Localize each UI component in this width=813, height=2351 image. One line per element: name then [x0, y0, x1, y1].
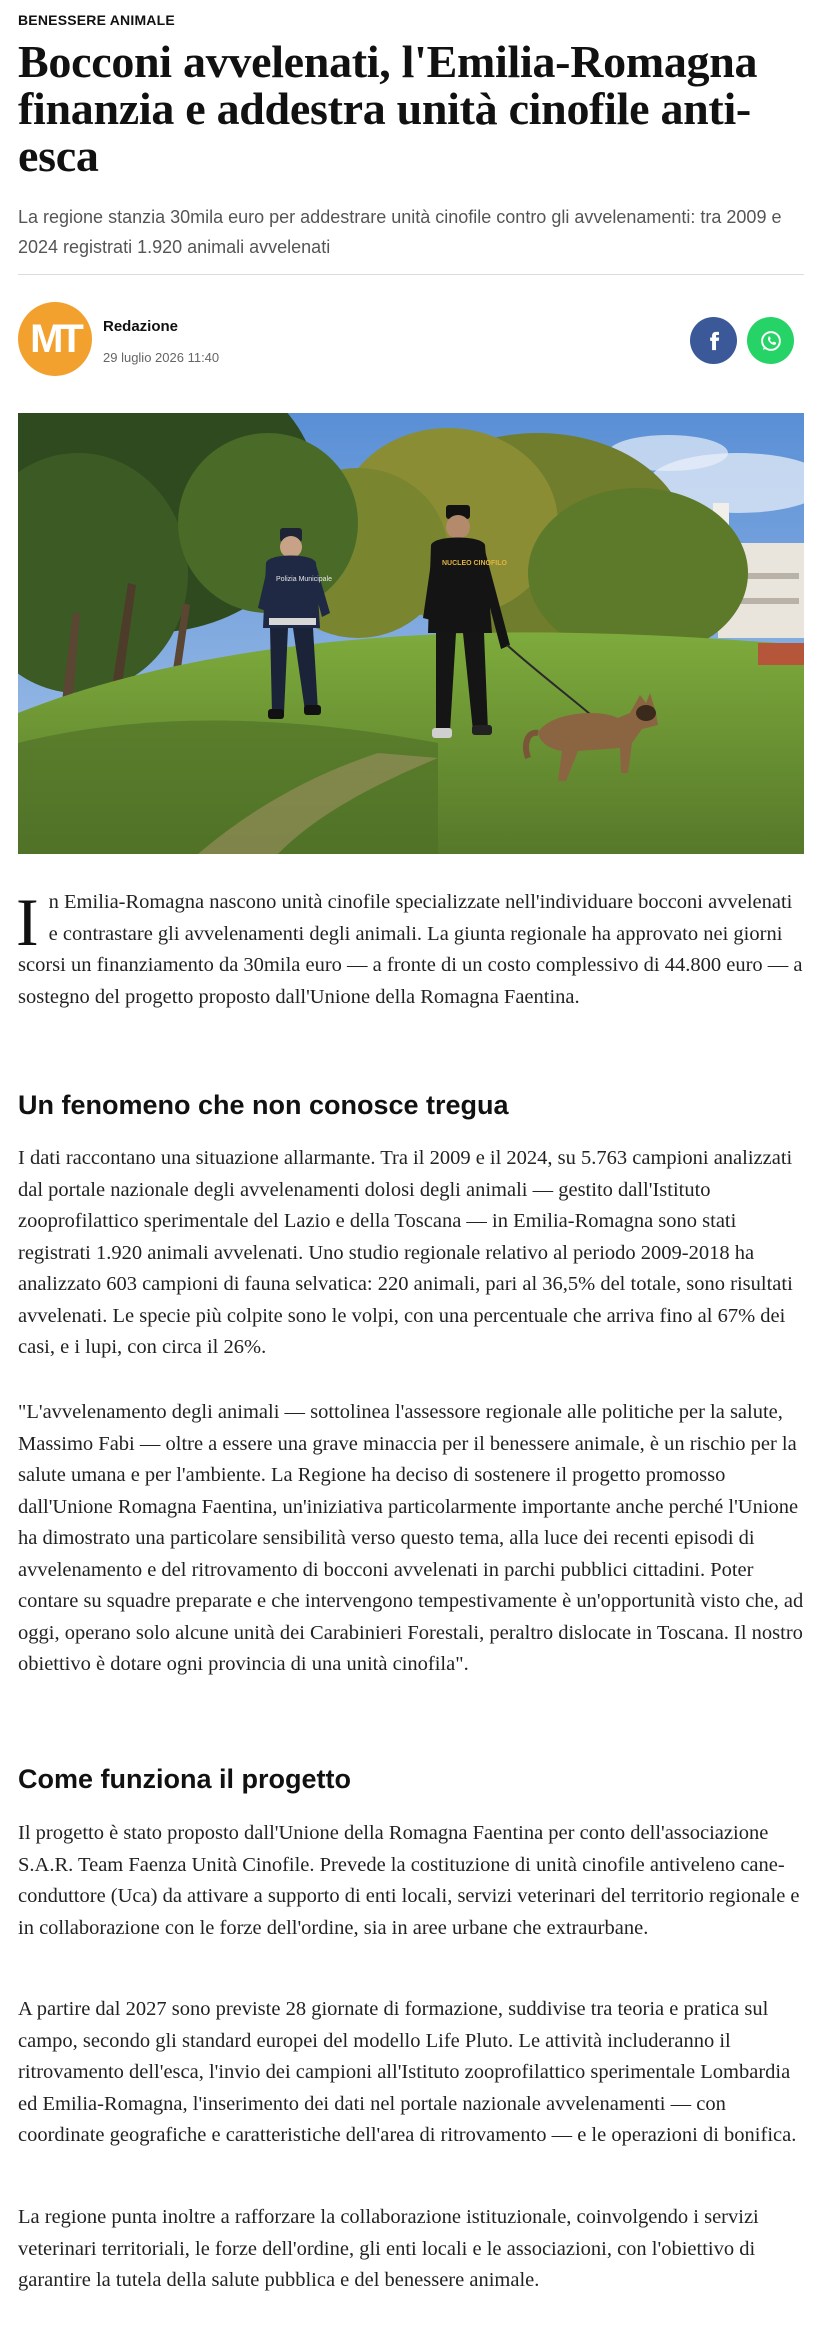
article-title: Bocconi avvelenati, l'Emilia-Romagna finanzia e addestra unità cinofile anti-esca — [18, 36, 758, 181]
avatar-initials: MT — [30, 317, 80, 361]
section1-paragraph-1: I dati raccontano una situazione allarmante. Tra il 2009 e il 2024, su 5.763 campioni analizzati dal portale nazionale degli avvelenamenti dolosi degli animali — gestito dall'Istituto zooprofilattico sperimentale del Lazio e della Toscana — in Emilia-Romagna sono stati registrati 1.920 animali avvelenati. Uno studio regionale relativo al periodo 2009-2018 ha analizzato 603 campioni di fauna selvatica: 220 animali, pari al 36,5% del totale, sono risultati avvelenati. Le specie più colpite sono le volpi, con una percentuale che arriva fino al 67% dei casi, e i lupi, con circa il 26%. — [18, 1147, 793, 1358]
section2-paragraph-3: La regione punta inoltre a rafforzare la collaborazione istituzionale, coinvolgendo i servizi veterinari territoriali, le forze dell'ordine, gli enti locali e le associazioni, con l'obiettivo di garantire la tutela della salute pubblica e del benessere animale. — [18, 2206, 759, 2291]
section-heading-fenomeno: Un fenomeno che non conosce tregua — [18, 1090, 509, 1120]
facebook-share-button[interactable] — [690, 317, 737, 364]
publish-date: 29 luglio 2026 11:40 — [103, 350, 220, 365]
section2-paragraph-1: Il progetto è stato proposto dall'Unione della Romagna Faentina per conto dell'associazione S.A.R. Team Faenza Unità Cinofile. Prevede la costituzione di unità cinofile antiveleno cane-conduttore (Uca) da attivare a supporto di enti locali, servizi veterinari del territorio regionale e in collaborazione con le forze dell'ordine, sia in aree urbane che extraurbane. — [18, 1822, 800, 1939]
whatsapp-share-button[interactable] — [747, 317, 794, 364]
vest-label-left: Polizia Municipale — [276, 576, 333, 583]
hero-photo — [18, 413, 804, 854]
drop-cap: I — [16, 884, 39, 960]
category-label[interactable]: BENESSERE ANIMALE — [18, 12, 175, 28]
article-subtitle: La regione stanzia 30mila euro per addestrare unità cinofile contro gli avvelenamenti: tra 2009 e 2024 registrati 1.920 animali avvelenati — [18, 207, 782, 257]
hero-image — [18, 413, 804, 854]
facebook-icon — [703, 330, 725, 352]
section1-paragraph-2: "L'avvelenamento degli animali — sottolinea l'assessore regionale alle politiche per la salute, Massimo Fabi — oltre a essere una grave minaccia per il benessere animale, è un rischio per la salute umana e per l'ambiente. La Regione ha deciso di sostenere il progetto promosso dall'Unione Romagna Faentina, un'iniziativa particolarmente importante anche perché l'Unione ha dimostrato una particolare sensibilità verso questo tema, alla luce dei recenti episodi di avvelenamento e del ritrovamento di bocconi avvelenati in parchi pubblici cittadini. Poter contare su squadre preparate e che intervengono tempestivamente è un'opportunità visto che, ad oggi, operano solo alcune unità dei Carabinieri Forestali, peraltro dislocate in Toscana. Il nostro obiettivo è dotare ogni provincia di una unità cinofila". — [18, 1401, 804, 1675]
intro-paragraph — [16, 884, 804, 1013]
section2-paragraph-2: A partire dal 2027 sono previste 28 giornate di formazione, suddivise tra teoria e pratica sul campo, secondo gli standard europei del modello Life Pluto. Le attività includeranno il ritrovamento dell'esca, l'invio dei campioni all'Istituto zooprofilattico sperimentale Lombardia ed Emilia-Romagna, l'inserimento dei dati nel portale nazionale avvelenamenti — con coordinate geografiche e caratteristiche dell'area di ritrovamento — e le operazioni di bonifica. — [18, 1998, 797, 2146]
whatsapp-icon — [758, 328, 784, 354]
author-avatar[interactable] — [18, 302, 92, 376]
vest-label-right: NUCLEO CINOFILO — [442, 560, 507, 567]
intro-text: n Emilia-Romagna nascono unità cinofile specializzate nell'individuare bocconi avvelenati e contrastare gli avvelenamenti degli animali. La giunta regionale ha approvato nei giorni scorsi un finanziamento da 30mila euro — a fronte di un costo complessivo di 44.800 euro — a sostegno del progetto proposto dall'Unione della Romagna Faentina. — [18, 891, 803, 1008]
section-heading-progetto: Come funziona il progetto — [18, 1764, 351, 1794]
author-name[interactable]: Redazione — [103, 318, 179, 335]
divider — [18, 274, 804, 275]
